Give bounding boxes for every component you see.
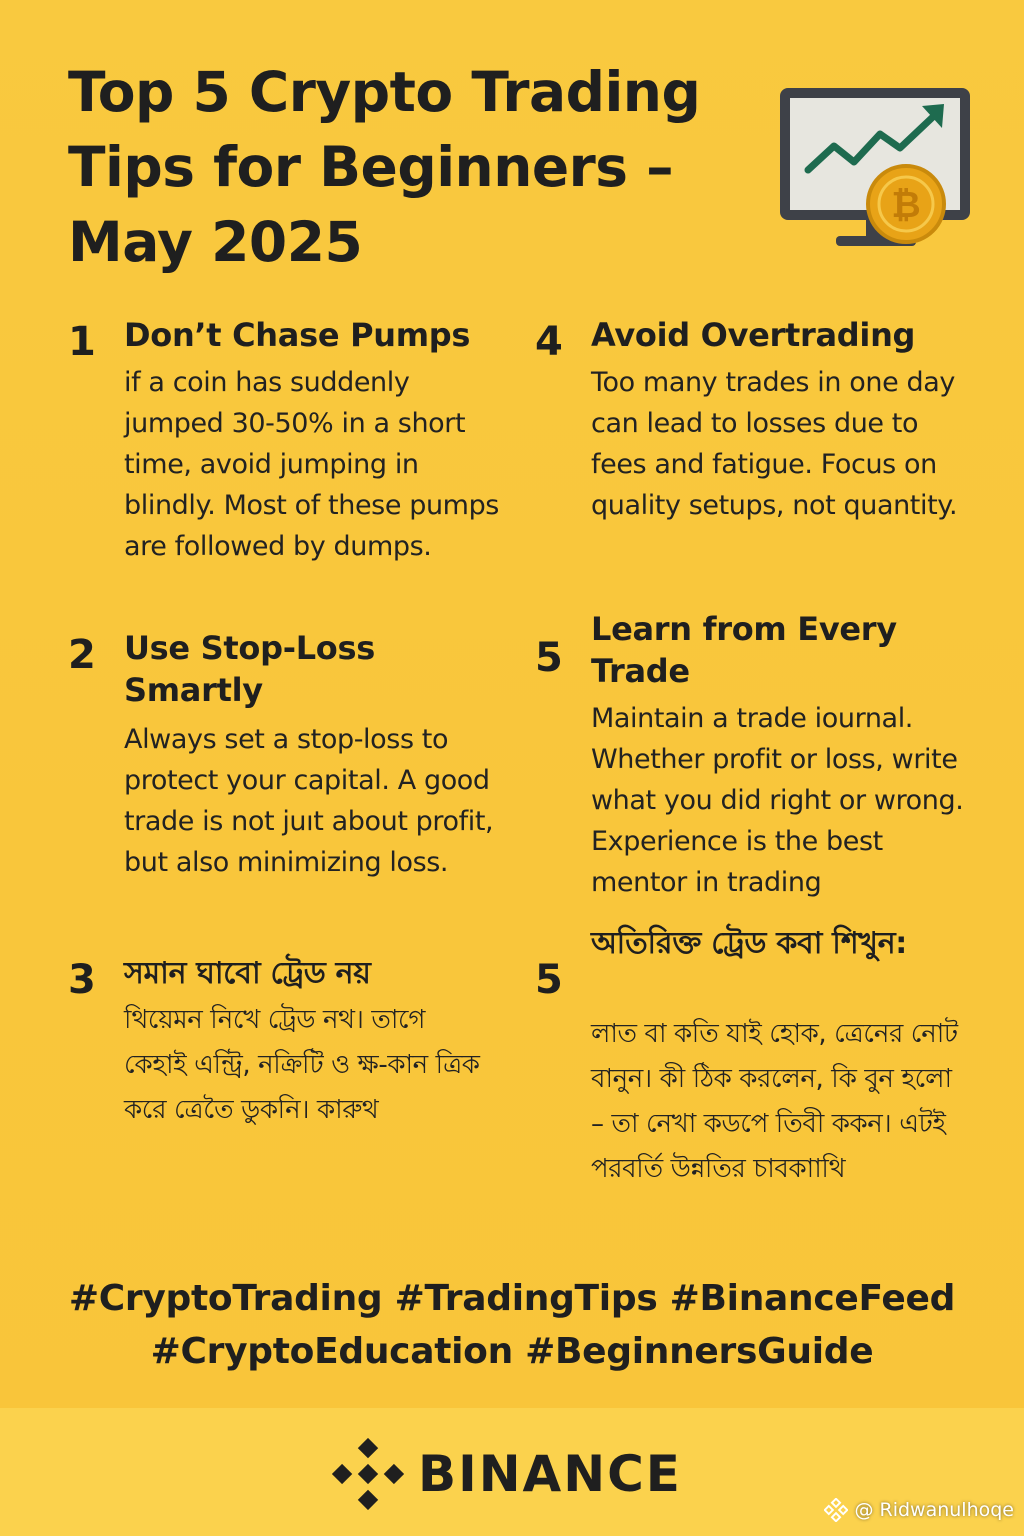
tip-heading: Don’t Chase Pumps <box>124 316 471 354</box>
bitcoin-coin-icon <box>868 166 944 242</box>
hashtags <box>0 1272 1024 1378</box>
tip-body: if a coin has suddenly jumped 30-50% in a short time, avoid jumping in blindly. Most of these pumps are followed by dumps. <box>124 367 499 562</box>
tip-heading: Learn from Every Trade <box>591 610 897 690</box>
tip-number: 5 <box>535 635 563 681</box>
watermark <box>824 1498 1014 1522</box>
watermark-handle: @ Ridwanulhoqe <box>854 1499 1014 1521</box>
binance-logo-icon <box>332 1438 404 1510</box>
hashtags-line-2[interactable]: #CryptoEducation #BeginnersGuide <box>150 1331 874 1372</box>
tip-number: 3 <box>68 957 96 1003</box>
tip-heading: অতিরিক্ত ট্রেড কবা শিখুন: <box>591 926 908 961</box>
tip-number: 1 <box>68 319 96 365</box>
tip-body: লাত বা কতি যাই হোক, ত্রেনের নোট বানুন। কী ঠিক করলেন, কি বুন হলো – তা নেখা কডপে তিবী ককন। এটই পরবর্তি উন্নতির চাবকাাথি <box>591 1019 958 1184</box>
brand-logo <box>332 1438 682 1510</box>
tip-heading: সমান ঘাবো ট্রেড নয় <box>124 956 371 991</box>
tip-number: 2 <box>68 632 96 678</box>
hashtags-line-1[interactable]: #CryptoTrading #TradingTips #BinanceFeed <box>68 1278 956 1319</box>
tip-body: Maintain a trade iournal. Whether profit or loss, write what you did right or wrong. Experience is the best mentor in trading <box>591 703 964 898</box>
tip-body: থিয়েমন নিখে ট্রেড নথ। তাগে কেহাই এন্ট্রি, নক্রিটি ও ক্ষ-কান ত্রিক করে ত্রেতৈ ডুকনি। কারুথ <box>124 1005 480 1125</box>
binance-watermark-icon <box>824 1498 848 1522</box>
tip-body: Too many trades in one day can lead to losses due to fees and fatigue. Focus on quality setups, not quantity. <box>591 367 958 521</box>
monitor-chart-icon <box>776 84 974 256</box>
page-title: Top 5 Crypto Trading Tips for Beginners – May 2025 <box>68 60 701 274</box>
coin-symbol: ₿ <box>891 185 921 226</box>
tip-heading: Avoid Overtrading <box>591 316 916 354</box>
brand-name: BINANCE <box>418 1445 682 1503</box>
tip-number: 4 <box>535 319 563 365</box>
tip-body: Always set a stop-loss to protect your capital. A good trade is not juıt about profit, but also minimizing loss. <box>124 724 494 878</box>
tip-heading: Use Stop-Loss Smartly <box>124 629 375 709</box>
tip-number: 5 <box>535 957 563 1003</box>
